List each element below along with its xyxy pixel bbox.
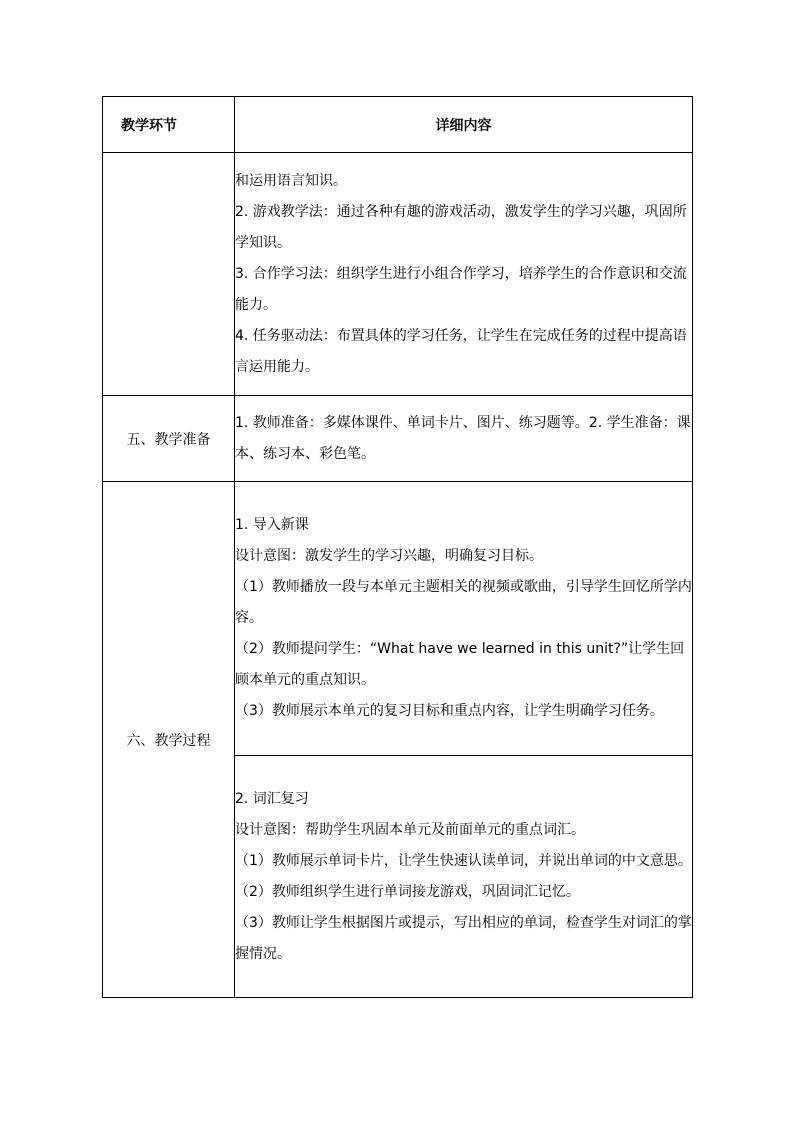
table-row bbox=[103, 153, 693, 396]
table-row bbox=[103, 482, 693, 756]
content-line: 3. 合作学习法：组织学生进行小组合作学习，培养学生的合作意识和交流能力。 bbox=[235, 265, 687, 313]
content-line: （3）教师让学生根据图片或提示，写出相应的单词，检查学生对词汇的掌握情况。 bbox=[235, 914, 692, 962]
content-line: 4. 任务驱动法：布置具体的学习任务，让学生在完成任务的过程中提高语言运用能力。 bbox=[235, 327, 687, 375]
table-row bbox=[103, 396, 693, 482]
content-line: 2. 词汇复习 bbox=[235, 790, 309, 807]
content-line: 和运用语言知识。 bbox=[235, 172, 347, 189]
row-content-vocabulary-review bbox=[235, 756, 693, 998]
row-label-teaching-process: 六、教学过程 bbox=[103, 482, 235, 998]
content-line: （1）教师播放一段与本单元主题相关的视频或歌曲，引导学生回忆所学内容。 bbox=[235, 579, 692, 626]
row-label bbox=[103, 153, 235, 396]
row-label-teaching-preparation: 五、教学准备 bbox=[103, 396, 235, 482]
content-line: 设计意图：帮助学生巩固本单元及前面单元的重点词汇。 bbox=[235, 821, 585, 838]
content-line: 1. 教师准备：多媒体课件、单词卡片、图片、练习题等。2. 学生准备：课本、练习本、彩色笔。 bbox=[235, 414, 691, 462]
header-detailed-content: 详细内容 bbox=[235, 97, 693, 153]
content-line: 1. 导入新课 bbox=[235, 517, 309, 533]
row-content-introduction bbox=[235, 482, 693, 756]
table-header-row bbox=[103, 97, 693, 153]
content-line: 2. 游戏教学法：通过各种有趣的游戏活动，激发学生的学习兴趣，巩固所学知识。 bbox=[235, 203, 687, 251]
content-line: 设计意图：激发学生的学习兴趣，明确复习目标。 bbox=[235, 548, 543, 564]
row-content bbox=[235, 396, 693, 482]
content-line: （2）教师提问学生：“What have we learned in this unit?”让学生回顾本单元的重点知识。 bbox=[235, 641, 685, 688]
row-content bbox=[235, 153, 693, 396]
content-line: （2）教师组织学生进行单词接龙游戏，巩固词汇记忆。 bbox=[235, 883, 580, 900]
content-line: （1）教师展示单词卡片，让学生快速认读单词，并说出单词的中文意思。 bbox=[235, 852, 692, 869]
content-line: （3）教师展示本单元的复习目标和重点内容，让学生明确学习任务。 bbox=[235, 703, 664, 719]
lesson-plan-table bbox=[102, 96, 693, 998]
header-teaching-stage: 教学环节 bbox=[103, 97, 235, 153]
